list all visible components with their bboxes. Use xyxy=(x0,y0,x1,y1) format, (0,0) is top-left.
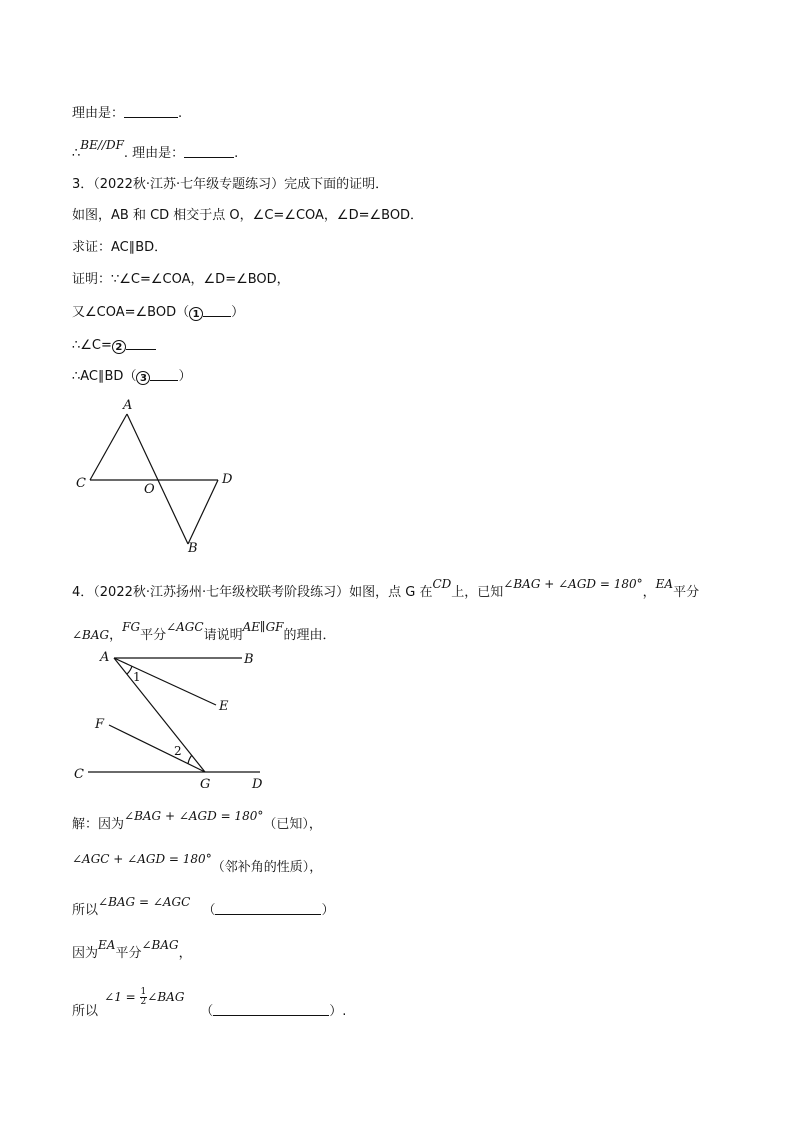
q3-proof-step3: ∴∠C= 2 xyxy=(72,336,156,355)
q4-solution-2: ∠AGC + ∠AGD = 180°（邻补角的性质）， xyxy=(72,852,323,875)
answer-blank[interactable] xyxy=(213,1002,329,1016)
segment-db xyxy=(188,480,218,544)
point-label-d: D xyxy=(222,472,233,487)
answer-blank[interactable] xyxy=(126,336,156,350)
q3-proof-step1: 证明：∵∠C=∠COA，∠D=∠BOD， xyxy=(72,272,290,287)
half-angle-expression: ∠1 = $\frac{1}{2}$ ∠BAG xyxy=(104,987,185,1007)
point-label-b: B xyxy=(188,541,198,556)
point-label-d: D xyxy=(252,777,263,792)
angle-label-2: 2 xyxy=(174,744,182,758)
q3-figure xyxy=(70,394,250,559)
answer-blank[interactable] xyxy=(124,104,178,118)
angle-mark-2 xyxy=(188,755,192,764)
point-label-o: O xyxy=(144,482,155,497)
point-label-g: G xyxy=(200,777,211,792)
segment-fg xyxy=(109,725,205,772)
circled-number: 2 xyxy=(112,340,126,354)
point-label-a: A xyxy=(100,650,110,665)
point-label-c: C xyxy=(74,767,84,782)
point-label-e: E xyxy=(219,699,229,714)
angle-mark-1 xyxy=(127,666,132,674)
reason-line-1: 理由是： . xyxy=(72,106,183,121)
answer-blank[interactable] xyxy=(203,303,231,317)
q4-solution-4: 因为EA平分∠BAG， xyxy=(72,938,192,961)
q4-solution-1: 解：因为∠BAG + ∠AGD = 180°（已知）， xyxy=(72,809,322,832)
q3-given: 如图，AB 和 CD 相交于点 O，∠C=∠COA，∠D=∠BOD． xyxy=(72,208,424,223)
answer-blank[interactable] xyxy=(215,901,321,915)
q4-heading: 4．（2022秋·江苏扬州·七年级校联考阶段练习）如图，点 G 在CD上，已知∠BAG + ∠AGD = 180°，EA平分 xyxy=(72,577,700,600)
point-label-a: A xyxy=(123,398,133,413)
q3-prove: 求证：AC∥BD． xyxy=(72,240,168,255)
q4-solution-5: 所以 ∠1 = $\frac{1}{2}$ ∠BAG （ ）. xyxy=(72,987,347,1019)
answer-blank[interactable] xyxy=(150,367,178,381)
q3-proof-step2: 又∠COA=∠BOD（ 1 ） xyxy=(72,305,245,320)
fraction-one-half: $\frac{1}{2}$ xyxy=(140,987,147,1007)
reason-line-2: ∴BE//DF. 理由是： . xyxy=(72,138,239,161)
point-label-f: F xyxy=(95,717,105,732)
segment-ca xyxy=(90,414,127,480)
point-label-b: B xyxy=(244,652,254,667)
answer-blank[interactable] xyxy=(184,144,234,158)
circled-number: 3 xyxy=(136,371,150,385)
q4-heading-line2: ∠BAG，FG平分∠AGC请说明AE∥GF的理由． xyxy=(72,620,336,643)
point-label-c: C xyxy=(76,476,86,491)
q4-figure xyxy=(70,644,280,794)
segment-ab xyxy=(127,414,188,544)
q3-proof-step4: ∴AC∥BD（ 3 ） xyxy=(72,369,192,384)
q4-solution-3: 所以∠BAG = ∠AGC （ ） xyxy=(72,895,335,918)
segment-ae xyxy=(114,658,216,705)
angle-label-1: 1 xyxy=(133,670,141,684)
q3-heading: 3．（2022秋·江苏·七年级专题练习）完成下面的证明． xyxy=(72,177,389,192)
circled-number: 1 xyxy=(189,307,203,321)
